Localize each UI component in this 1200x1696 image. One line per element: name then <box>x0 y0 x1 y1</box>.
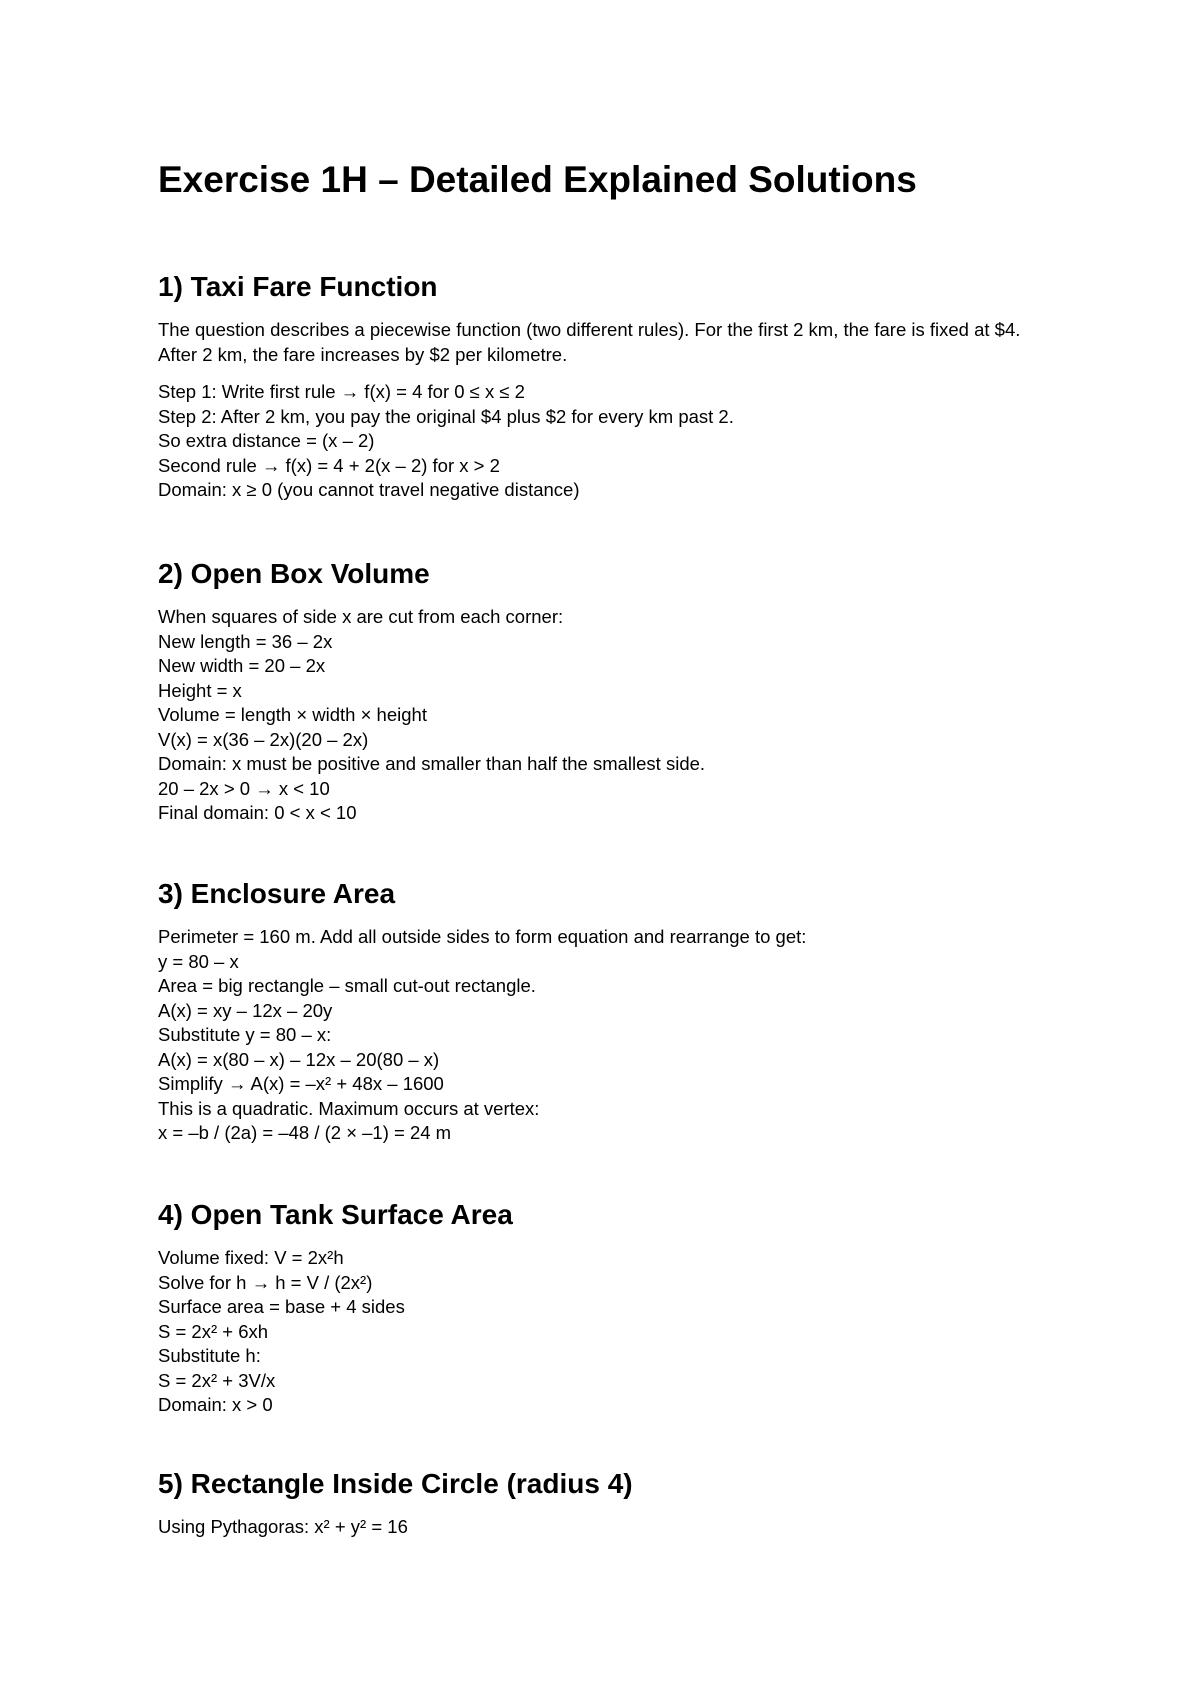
section-heading: 4) Open Tank Surface Area <box>158 1199 513 1230</box>
solution-line: A(x) = x(80 – x) – 12x – 20(80 – x) <box>158 1048 440 1070</box>
solution-line: Domain: x > 0 <box>158 1394 273 1415</box>
solution-line: New width = 20 – 2x <box>158 655 326 676</box>
section-intro: The question describes a piecewise function (two different rules). For the first 2 km, the fare is fixed at $4. After 2 km, the fare increases by $2 per kilometre. <box>158 319 1021 365</box>
solution-line: Simplify → A(x) = –x² + 48x – 1600 <box>158 1073 444 1094</box>
solution-line: Domain: x ≥ 0 (you cannot travel negative distance) <box>158 479 580 500</box>
solution-line: Surface area = base + 4 sides <box>158 1296 405 1317</box>
section-open-box-volume <box>158 557 1058 826</box>
solution-line: A(x) = xy – 12x – 20y <box>158 999 333 1021</box>
solution-line: Perimeter = 160 m. Add all outside sides to form equation and rearrange to get: <box>158 926 807 947</box>
solution-line: Domain: x must be positive and smaller than half the smallest side. <box>158 753 706 774</box>
solution-line: Area = big rectangle – small cut-out rectangle. <box>158 975 536 996</box>
section-heading: 1) Taxi Fare Function <box>158 271 438 302</box>
solution-line: y = 80 – x <box>158 950 239 972</box>
solution-line: So extra distance = (x – 2) <box>158 430 375 451</box>
solution-line: Step 1: Write first rule → f(x) = 4 for 0 ≤ x ≤ 2 <box>158 381 525 402</box>
solution-line: Volume fixed: V = 2x²h <box>158 1247 344 1268</box>
page-title: Exercise 1H – Detailed Explained Solutions <box>158 159 917 200</box>
solution-line: S = 2x² + 6xh <box>158 1320 269 1342</box>
solution-line: Second rule → f(x) = 4 + 2(x – 2) for x > 2 <box>158 454 500 476</box>
section-rectangle-inside-circle <box>158 1467 1058 1540</box>
solution-line: V(x) = x(36 – 2x)(20 – 2x) <box>158 728 369 750</box>
section-enclosure-area <box>158 877 1058 1146</box>
solution-line: Height = x <box>158 679 242 701</box>
solution-line: When squares of side x are cut from each corner: <box>158 606 564 627</box>
solution-line: S = 2x² + 3V/x <box>158 1369 276 1391</box>
solution-line: x = –b / (2a) = –48 / (2 × –1) = 24 m <box>158 1122 452 1143</box>
solution-line: Solve for h → h = V / (2x²) <box>158 1271 373 1293</box>
section-taxi-fare <box>158 270 1058 503</box>
section-heading: 5) Rectangle Inside Circle (radius 4) <box>158 1468 633 1499</box>
solution-line: This is a quadratic. Maximum occurs at vertex: <box>158 1097 540 1119</box>
section-heading: 2) Open Box Volume <box>158 558 430 589</box>
section-heading: 3) Enclosure Area <box>158 878 396 909</box>
solution-line: Final domain: 0 < x < 10 <box>158 802 357 823</box>
solution-line: Substitute y = 80 – x: <box>158 1024 332 1045</box>
solution-line: 20 – 2x > 0 → x < 10 <box>158 777 330 799</box>
solution-line: Volume = length × width × height <box>158 704 427 725</box>
solution-line: Substitute h: <box>158 1345 261 1366</box>
solution-line: Using Pythagoras: x² + y² = 16 <box>158 1516 408 1537</box>
section-open-tank-surface-area <box>158 1198 1058 1418</box>
solution-line: New length = 36 – 2x <box>158 630 333 652</box>
solution-line: Step 2: After 2 km, you pay the original $4 plus $2 for every km past 2. <box>158 405 734 427</box>
